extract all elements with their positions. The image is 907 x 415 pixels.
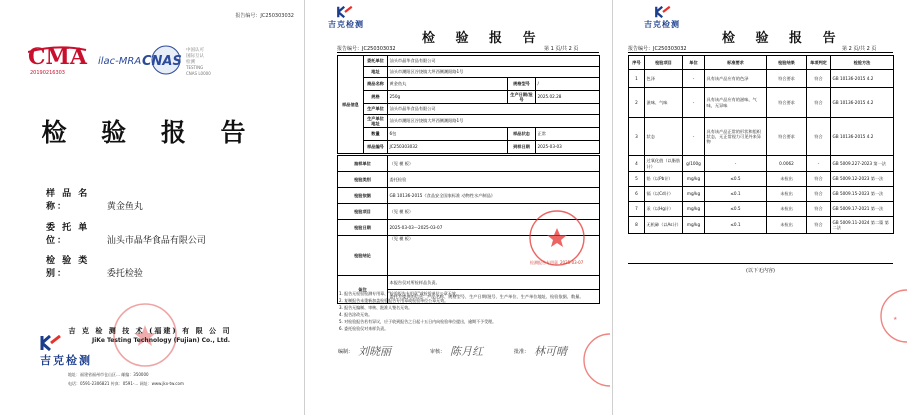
field-label: 备注 [338, 276, 388, 304]
list-item: 6. 委托检验仅对来样负责。 [339, 326, 389, 331]
field-value: 委托方提供的信息：产品名称、规格型号、生产日期/批号、生产单位、生产单位地址、检验依据、数量。 [388, 290, 600, 304]
field-label: 样品编号 [364, 141, 388, 154]
cell-unit: mg/kg [683, 202, 705, 217]
field-label: 抽样单位 [338, 156, 388, 172]
field-value: 汕头市晶华食品有限公司 [388, 56, 600, 67]
field-value: 正常 [536, 128, 600, 141]
seam-seal-icon [580, 330, 610, 390]
cell-item: 过氧化值（以脂肪计） [645, 156, 683, 172]
sign-approve-label: 批准： [514, 349, 530, 355]
cell-requirement: - [705, 156, 767, 172]
cell-judgement: 符合 [807, 217, 831, 234]
list-item: 2. 复制报告未重新加盖检验报告专用章或检验单位公章无效。 [339, 298, 449, 303]
field-label: 生产单位地址 [364, 115, 388, 128]
cover-brand: 吉克检测 [40, 354, 92, 367]
list-item: 1. 报告无检验检测专用章、"检验报告专用章"或检验单位公章无效。 [339, 291, 460, 296]
cell-result: 未检出 [767, 217, 807, 234]
cell-judgement: 符合 [807, 118, 831, 156]
field-value: 250g [388, 91, 508, 104]
ilac-logo-icon [98, 56, 141, 67]
cell-method: GB 10136-2015 4.2 [831, 70, 894, 88]
field-value: 汕头市潮阳区谷饶镇大坪西侧潮阳路1号 [388, 115, 600, 128]
column-header: 标准要求 [705, 56, 767, 70]
seal-text: 检测报告专用章 [530, 260, 558, 265]
cma-logo-icon [28, 44, 88, 76]
table-row [338, 115, 600, 128]
field-label: 检验项目 [338, 204, 388, 220]
column-header: 检验结果 [767, 56, 807, 70]
table-row [338, 104, 600, 115]
cell-no: 7 [629, 202, 645, 217]
field-label: 到样日期 [508, 141, 536, 154]
cell-unit: mg/kg [683, 187, 705, 202]
notes-list [339, 290, 597, 332]
sign-audit-label: 审核： [430, 349, 446, 355]
field-value: 黄金鱼丸 [388, 78, 508, 91]
signature-approver: 林可晴 [534, 345, 567, 358]
seal-date: 2025-03-07 [560, 260, 584, 265]
cell-requirement: 具有该产品应有的滋味、气味，无异味 [705, 88, 767, 118]
svg-text:★: ★ [893, 316, 898, 322]
cell-unit: g/100g [683, 156, 705, 172]
field-label: 委托单位 [364, 56, 388, 67]
table-row [338, 128, 600, 141]
field-value: 2025-03-03～2025-03-07 [388, 220, 600, 236]
table-end-rule [628, 263, 893, 264]
column-header: 单项判定 [807, 56, 831, 70]
table-row [338, 91, 600, 104]
cell-judgement: 符合 [807, 70, 831, 88]
field-value: 6包 [388, 128, 508, 141]
sample-info-label: 样品信息 [338, 56, 364, 154]
table-row [338, 276, 600, 290]
cell-no: 5 [629, 172, 645, 187]
test-type-label: 检 验 类 别： [46, 256, 90, 279]
cell-item: 无机砷（以As计） [645, 217, 683, 234]
field-value: 委托检验 [388, 172, 600, 188]
cell-no: 4 [629, 156, 645, 172]
cell-no: 2 [629, 88, 645, 118]
table-row [338, 56, 600, 67]
header-rule [337, 52, 599, 53]
cell-method: GB 10136-2015 4.2 [831, 88, 894, 118]
cell-item: 镉（以Cd计） [645, 187, 683, 202]
page-number: 第 1 页/共 2 页 [544, 46, 579, 52]
column-header: 序号 [629, 56, 645, 70]
cnas-logo-icon [142, 46, 211, 76]
test-type-value: 委托检验 [106, 269, 143, 279]
report-title: 检 验 报 告 [422, 31, 544, 46]
cell-unit: mg/kg [683, 172, 705, 187]
list-item: 5. 对检验报告若有异议，应于收到报告之日起十五日内向检验单位提出，逾期不予受理。 [339, 319, 497, 324]
cell-no: 8 [629, 217, 645, 234]
field-label: 检验依据 [338, 188, 388, 204]
test-type-row [46, 253, 143, 279]
cell-result: 未检出 [767, 187, 807, 202]
client-row [46, 220, 206, 246]
cell-requirement: ≤0.5 [705, 172, 767, 187]
seam-seal-icon [877, 286, 907, 346]
cma-code: 20190216303 [30, 70, 65, 76]
signature-auditor: 陈月红 [450, 345, 483, 358]
page-divider [304, 0, 305, 415]
field-value: （见 模 板） [388, 236, 600, 276]
column-header: 检验方法 [831, 56, 894, 70]
accreditation-logos [28, 42, 288, 82]
cell-no: 1 [629, 70, 645, 88]
sign-compile-label: 编制： [338, 349, 354, 355]
table-row [338, 67, 600, 78]
column-header: 单位 [683, 56, 705, 70]
field-value: JC250303032 [388, 141, 508, 154]
cnas-sub2: 国际互认 [186, 54, 204, 59]
cell-item: 状态 [645, 118, 683, 156]
jike-k-logo-icon [40, 335, 62, 351]
field-label: 地址 [364, 67, 388, 78]
field-label: 数量 [364, 128, 388, 141]
company-name-cn: 吉 克 检 测 技 术 (福建) 有 限 公 司 [68, 326, 232, 335]
cell-method: GB 5009.17-2021 第一法 [831, 202, 894, 217]
cell-no: 3 [629, 118, 645, 156]
cover-report-number: 报告编号：JC250303032 [235, 13, 294, 19]
cell-item: 铅（以Pb计） [645, 172, 683, 187]
table-row [629, 156, 894, 172]
field-label: 检验类别 [338, 172, 388, 188]
cell-judgement: 符合 [807, 88, 831, 118]
cell-judgement: 符合 [807, 172, 831, 187]
header-brand: 吉克检测 [328, 20, 364, 29]
field-value: （见 模 板） [388, 156, 600, 172]
cell-unit: mg/kg [683, 217, 705, 234]
field-value: 2025-03-03 [536, 141, 600, 154]
report-title: 检 验 报 告 [722, 31, 844, 46]
signature-compiler: 刘晓丽 [358, 345, 391, 358]
cover-contact-phone: 电话：0591-2306821 传真：0591-… 网址：www.jkx-tw.com [68, 381, 184, 386]
cell-judgement: 符合 [807, 202, 831, 217]
cover-title: 检 验 报 告 [41, 118, 259, 147]
report-number: 报告编号：JC250303032 [337, 46, 396, 52]
cell-method: GB 5009.15-2023 第一法 [831, 187, 894, 202]
table-row [338, 172, 600, 188]
cell-result: 符合要求 [767, 88, 807, 118]
field-value: GB 10136-2015《食品安全国家标准 动物性水产制品》 [388, 188, 600, 204]
field-label: 检验结论 [338, 236, 388, 276]
cell-method: GB 5009.227-2023 第一法 [831, 156, 894, 172]
cell-method: GB 10136-2015 4.2 [831, 118, 894, 156]
field-value: / [536, 78, 600, 91]
cell-judgement: 符合 [807, 187, 831, 202]
field-label: 商品名称 [364, 78, 388, 91]
cnas-sub1: 中国认可 [186, 48, 204, 53]
ilac-text: ilac-MRA [98, 56, 142, 67]
field-value: （见 模 板） [388, 204, 600, 220]
sample-name-row [46, 186, 143, 212]
sample-name-value: 黄金鱼丸 [106, 202, 143, 212]
page-number: 第 2 页/共 2 页 [842, 46, 877, 52]
table-row [338, 156, 600, 172]
sample-name-label: 样 品 名 称： [46, 189, 90, 212]
field-label: 样品状态 [508, 128, 536, 141]
cell-result: 0.0062 [767, 156, 807, 172]
cell-result: 未检出 [767, 172, 807, 187]
field-label: 检验日期 [338, 220, 388, 236]
table-row [629, 88, 894, 118]
jike-k-logo-icon [654, 6, 672, 18]
field-value: 2025.02.28 [536, 91, 600, 104]
results-table [628, 55, 894, 234]
cell-requirement: ≤0.1 [705, 187, 767, 202]
table-header-row [629, 56, 894, 70]
page-divider [612, 0, 613, 415]
cnas-text: CNAS [142, 54, 182, 69]
field-value: 汕头市晶华食品有限公司 [388, 104, 600, 115]
field-label: 生产单位 [364, 104, 388, 115]
table-row [629, 217, 894, 234]
cell-unit: - [683, 88, 705, 118]
cnas-sub4: TESTING [186, 65, 204, 70]
header-rule [628, 52, 893, 53]
cell-requirement: 具有该产品正常的形状和组织状态，无正常视力可见外来异物 [705, 118, 767, 156]
list-item: 4. 报告涂改无效。 [339, 312, 373, 317]
table-row [338, 78, 600, 91]
cover-contact-address: 地址：福建省福州市仓山区… 邮编：350000 [68, 372, 149, 377]
field-label: 规格 [364, 91, 388, 104]
cell-unit: - [683, 70, 705, 88]
cell-no: 6 [629, 187, 645, 202]
cell-item: 色泽 [645, 70, 683, 88]
cell-judgement: - [807, 156, 831, 172]
test-report-seal-icon [527, 208, 587, 268]
cell-method: GB 5009.12-2023 第一法 [831, 172, 894, 187]
cell-result: 符合要求 [767, 118, 807, 156]
client-value: 汕头市晶华食品有限公司 [106, 236, 206, 246]
field-label: 生产日期/批号 [508, 91, 536, 104]
table-row [629, 202, 894, 217]
end-of-content-note: (以下无内容) [746, 268, 775, 274]
cell-unit: - [683, 118, 705, 156]
report-page-2 [616, 0, 907, 415]
client-label: 委 托 单 位： [46, 223, 90, 246]
sample-info-table [337, 55, 600, 154]
table-row [629, 70, 894, 88]
report-page-1 [322, 0, 610, 415]
cell-item: 滋味、气味 [645, 88, 683, 118]
field-value: 本报告仅对所检样品负责。 [388, 276, 600, 290]
field-label: 规格型号 [508, 78, 536, 91]
cell-requirement: ≤0.1 [705, 217, 767, 234]
cover-page [0, 0, 300, 415]
report-number: 报告编号：JC250303032 [628, 46, 687, 52]
company-name-en: JiKe Testing Technology (Fujian) Co., Ltd. [92, 337, 231, 344]
column-header: 检验项目 [645, 56, 683, 70]
table-row [338, 141, 600, 154]
svg-text:CMA: CMA [28, 44, 87, 70]
cell-result: 符合要求 [767, 70, 807, 88]
table-row [629, 172, 894, 187]
list-item: 3. 报告无编制、审核、批准人签名无效。 [339, 305, 413, 310]
table-row [338, 188, 600, 204]
cell-method: GB 5009.11-2024 第二篇 第二法 [831, 217, 894, 234]
field-value: 汕头市潮阳区谷饶镇大坪西侧潮阳路1号 [388, 67, 600, 78]
jike-k-logo-icon [336, 6, 354, 18]
cell-item: 汞（以Hg计） [645, 202, 683, 217]
table-row [629, 187, 894, 202]
cell-result: 未检出 [767, 202, 807, 217]
header-brand: 吉克检测 [644, 20, 680, 29]
table-row [629, 118, 894, 156]
cnas-sub3: 检测 [186, 60, 195, 65]
cnas-sub5: CNAS L0000 [186, 71, 211, 76]
cell-requirement: 具有该产品应有的色泽 [705, 70, 767, 88]
cell-requirement: ≤0.5 [705, 202, 767, 217]
